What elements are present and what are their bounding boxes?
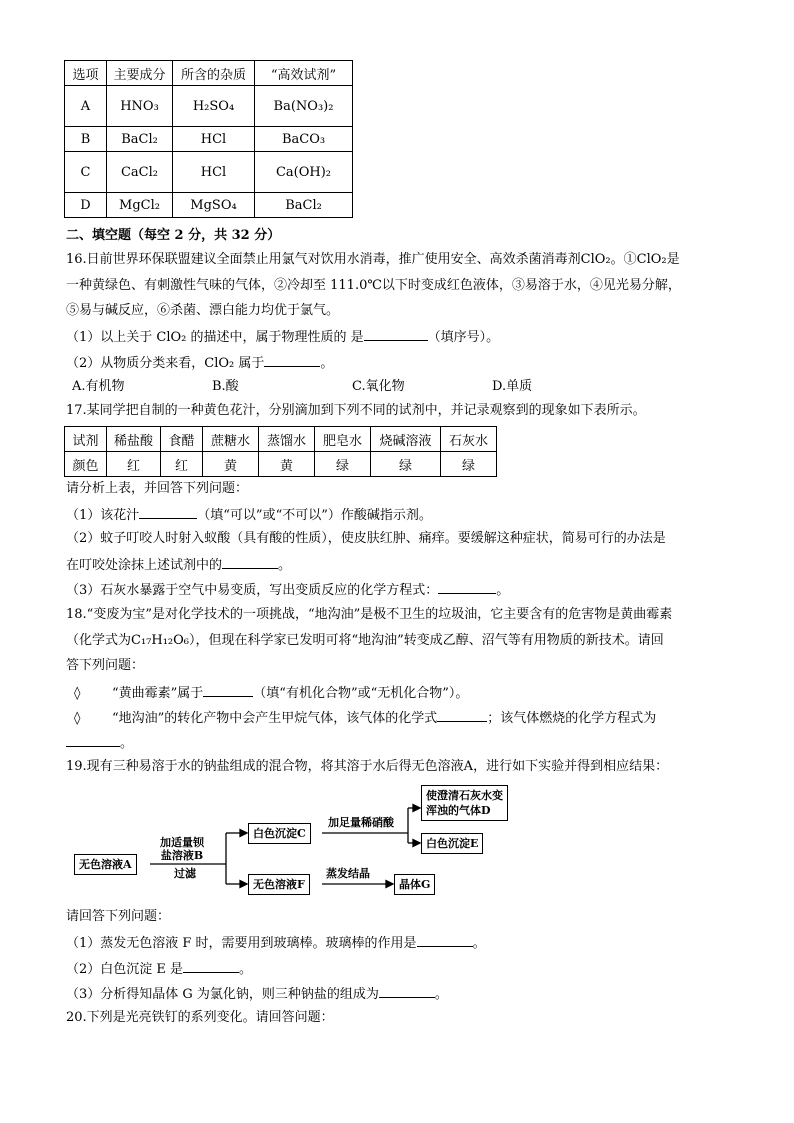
bullet-icon: ◊ bbox=[74, 686, 81, 701]
table-header-cell: “高效试剂” bbox=[255, 61, 353, 86]
table-cell: HCl bbox=[173, 127, 255, 152]
q17-sub2-end: 。 bbox=[278, 558, 292, 573]
bullet-icon: ◊ bbox=[74, 711, 81, 726]
q20-line: 20.下列是光亮铁钉的系列变化。请回答问题： bbox=[66, 1010, 334, 1025]
section-heading: 二、填空题（每空 2 分，共 32 分） bbox=[66, 228, 281, 243]
table-cell: MgSO₄ bbox=[173, 193, 255, 218]
box-gas-d-line: 浑浊的气体D bbox=[426, 804, 491, 817]
table-header-cell: 烧碱溶液 bbox=[371, 427, 441, 452]
q16-sub2-end: 。 bbox=[320, 356, 334, 371]
table-cell: A bbox=[65, 86, 107, 127]
table-header-cell: 试剂 bbox=[65, 427, 107, 452]
step2-label: 加足量稀硝酸 bbox=[328, 816, 394, 829]
q18-item1-text: “黄曲霉素”属于 bbox=[112, 686, 204, 701]
table-cell: HCl bbox=[173, 152, 255, 193]
table-header-cell: 蔗糖水 bbox=[203, 427, 259, 452]
table-cell: Ca(OH)₂ bbox=[255, 152, 353, 193]
table-cell: D bbox=[65, 193, 107, 218]
q16-sub1-text-end: （填序号）。 bbox=[427, 330, 500, 345]
table-header-cell: 食醋 bbox=[161, 427, 203, 452]
table-header-cell: 肥皂水 bbox=[315, 427, 371, 452]
q17-sub2-text: 在叮咬处涂抹上述试剂中的 bbox=[66, 558, 223, 573]
box-precipitate-e: 白色沉淀E bbox=[421, 833, 483, 854]
q19-prompt: 请回答下列问题： bbox=[66, 909, 171, 924]
box-gas-d bbox=[421, 785, 508, 821]
q19-intro: 19.现有三种易溶于水的钠盐组成的混合物，将其溶于水后得无色溶液A，进行如下实验并得到相应结果： bbox=[66, 759, 669, 774]
q19-sub3 bbox=[66, 983, 448, 1005]
q19-sub3-text: （3）分析得知晶体 G 为氯化钠，则三种钠盐的组成为 bbox=[66, 987, 379, 1002]
q19-sub1 bbox=[66, 932, 486, 954]
box-precipitate-c: 白色沉淀C bbox=[248, 823, 311, 844]
table-cell: CaCl₂ bbox=[107, 152, 173, 193]
table-header-cell: 所含的杂质 bbox=[173, 61, 255, 86]
table-cell: H₂SO₄ bbox=[173, 86, 255, 127]
q18-item2-text-mid: ；该气体燃烧的化学方程式为 bbox=[487, 711, 657, 726]
q16-line: 一种黄绿色、有刺激性气味的气体，②冷却至 111.0℃以下时变成红色液体，③易溶于水，④见光易分解， bbox=[66, 278, 681, 293]
q16-option-b: B.酸 bbox=[212, 379, 239, 394]
q16-option-a: A.有机物 bbox=[72, 379, 125, 394]
q19-sub1-end: 。 bbox=[472, 936, 486, 951]
q17-sub1-text-end: （填“可以”或“不可以”）作酸碱指示剂。 bbox=[197, 508, 432, 523]
q16-sub2-text: （2）从物质分类来看，ClO₂ 属于 bbox=[66, 356, 265, 371]
q17-sub2-line: （2）蚊子叮咬人时射入蚁酸（具有酸的性质），使皮肤红肿、痛痒。要缓解这种症状，简易可行的办法是 bbox=[66, 531, 666, 546]
answer-blank[interactable] bbox=[379, 983, 435, 998]
q18-item2-end: 。 bbox=[120, 736, 134, 751]
q18-item1-text-end: （填“有机化合物”或“无机化合物”）。 bbox=[253, 686, 469, 701]
box-crystal-g: 晶体G bbox=[394, 874, 435, 895]
table-cell: B bbox=[65, 127, 107, 152]
box-solution-f: 无色溶液F bbox=[248, 874, 310, 895]
table-cell: 颜色 bbox=[65, 452, 107, 477]
q18-item2-text: “地沟油”的转化产物中会产生甲烷气体，该气体的化学式 bbox=[112, 711, 438, 726]
q17-sub3-text: （3）石灰水暴露于空气中易变质，写出变质反应的化学方程式： bbox=[66, 583, 439, 598]
q17-sub3-end: 。 bbox=[496, 583, 510, 598]
table-header-cell: 蒸馏水 bbox=[259, 427, 315, 452]
q17-sub1-text: （1）该花汁 bbox=[66, 508, 140, 523]
table-cell: BaCl₂ bbox=[107, 127, 173, 152]
table-cell: 黄 bbox=[259, 452, 315, 477]
q19-sub2 bbox=[66, 958, 252, 980]
q16-option-c: C.氧化物 bbox=[352, 379, 405, 394]
q19-sub2-text: （2）白色沉淀 E 是 bbox=[66, 962, 184, 977]
q18-line: 18.“变废为宝”是对化学技术的一项挑战，“地沟油”是极不卫生的垃圾油，它主要含有的危害物是黄曲霉素 bbox=[66, 607, 673, 622]
table-cell: 黄 bbox=[203, 452, 259, 477]
table-cell: Ba(NO₃)₂ bbox=[255, 86, 353, 127]
table-cell: 绿 bbox=[371, 452, 441, 477]
step1-label bbox=[160, 836, 204, 862]
table-header-cell: 主要成分 bbox=[107, 61, 173, 86]
q18-line: （化学式为C₁₇H₁₂O₆），但现在科学家已发明可将“地沟油”转变成乙醇、沼气等有用物质的新技术。请回 bbox=[66, 633, 664, 648]
step1-filter-label: 过滤 bbox=[174, 867, 196, 880]
q19-sub1-text: （1）蒸发无色溶液 F 时，需要用到玻璃棒。玻璃棒的作用是 bbox=[66, 936, 417, 951]
table-cell: C bbox=[65, 152, 107, 193]
q19-sub3-end: 。 bbox=[434, 987, 448, 1002]
q16-option-d: D.单质 bbox=[492, 379, 533, 394]
table-header-cell: 石灰水 bbox=[441, 427, 497, 452]
q17-intro: 17.某同学把自制的一种黄色花汁，分别滴加到下列不同的试剂中，并记录观察到的现象如下表所示。 bbox=[66, 403, 646, 418]
answer-blank[interactable] bbox=[417, 932, 473, 947]
table-header-cell: 稀盐酸 bbox=[107, 427, 161, 452]
table-cell: MgCl₂ bbox=[107, 193, 173, 218]
box-solution-a: 无色溶液A bbox=[74, 854, 137, 875]
table-cell: 绿 bbox=[441, 452, 497, 477]
q17-prompt: 请分析上表，并回答下列问题： bbox=[66, 481, 249, 496]
q16-line: 16.日前世界环保联盟建议全面禁止用氯气对饮用水消毒，推广使用安全、高效杀菌消毒剂ClO₂。①ClO₂是 bbox=[66, 252, 680, 267]
q16-sub1-text: （1）以上关于 ClO₂ 的描述中，属于物理性质的 是 bbox=[66, 330, 364, 345]
table-cell: 绿 bbox=[315, 452, 371, 477]
q19-sub2-end: 。 bbox=[239, 962, 253, 977]
q18-line: 答下列问题： bbox=[66, 658, 145, 673]
table-cell: BaCO₃ bbox=[255, 127, 353, 152]
answer-blank[interactable] bbox=[183, 958, 239, 973]
box-gas-d-line: 使澄清石灰水变 bbox=[426, 789, 503, 802]
table-cell: HNO₃ bbox=[107, 86, 173, 127]
table-header-cell: 选项 bbox=[65, 61, 107, 86]
table-cell: 红 bbox=[107, 452, 161, 477]
step1-label-line: 加适量钡 bbox=[160, 836, 204, 849]
step3-label: 蒸发结晶 bbox=[326, 867, 370, 880]
table-cell: BaCl₂ bbox=[255, 193, 353, 218]
step1-label-line: 盐溶液B bbox=[160, 849, 204, 862]
q16-line: ⑤易与碱反应，⑥杀菌、漂白能力均优于氯气。 bbox=[66, 303, 340, 318]
table-cell: 红 bbox=[161, 452, 203, 477]
